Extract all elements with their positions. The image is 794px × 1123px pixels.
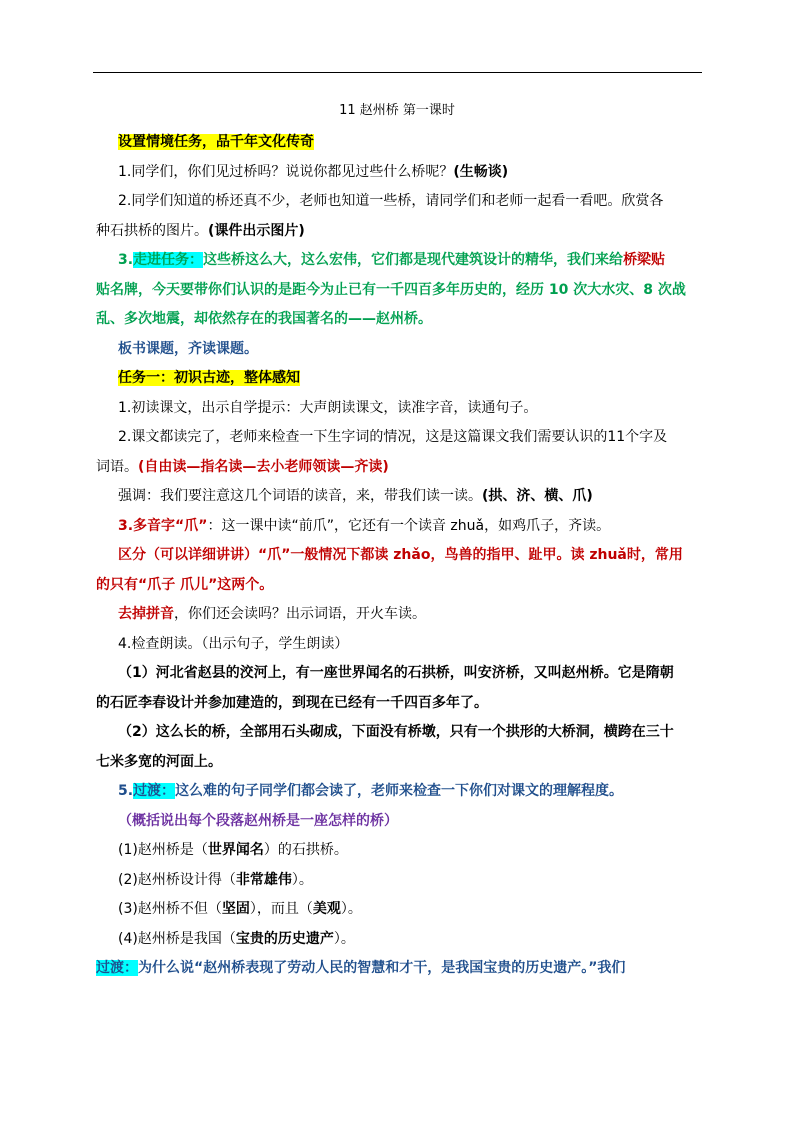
paragraph-continued: 乱、多次地震，却依然存在的我国著名的——赵州桥。 bbox=[96, 311, 432, 327]
section-heading: 任务一：初识古迹，整体感知 bbox=[118, 370, 300, 386]
paragraph-continued: 词语。(自由读—指名读—去小老师领读—齐读) bbox=[96, 458, 389, 475]
paragraph-continued: 的只有“爪子 爪儿”这两个。 bbox=[96, 576, 274, 593]
reading-sentence: （1）河北省赵县的洨河上，有一座世界闻名的石拱桥，叫安济桥，又叫赵州桥。它是隋朝 bbox=[118, 665, 674, 681]
fill-blank-item: (2)赵州桥设计得（非常雄伟）。 bbox=[118, 871, 313, 888]
reading-sentence: （2）这么长的桥，全部用石头砌成，下面没有桥墩，只有一个拱形的大桥洞，横跨在三十 bbox=[118, 724, 674, 740]
paragraph-distinguish: 区分（可以详细讲讲）“爪”一般情况下都读 zhǎo，鸟兽的指甲、趾甲。读 zhuǎ时，常用 bbox=[118, 547, 683, 563]
fill-blank-item: (4)赵州桥是我国（宝贵的历史遗产）。 bbox=[118, 930, 355, 947]
paragraph-pinyin: 去掉拼音，你们还会读吗？出示词语，开火车读。 bbox=[118, 606, 426, 622]
section-heading: 设置情境任务，品千年文化传奇 bbox=[118, 134, 314, 150]
document-body bbox=[96, 128, 700, 984]
header-rule bbox=[93, 72, 702, 73]
paragraph-board: 板书课题，齐读课题。 bbox=[118, 340, 258, 357]
paragraph-transition: 5.过渡：这么难的句子同学们都会读了，老师来检查一下你们对课文的理解程度。 bbox=[118, 783, 624, 799]
paragraph: 1.初读课文，出示自学提示：大声朗读课文，读准字音，读通句子。 bbox=[118, 399, 538, 416]
fill-blank-item: (3)赵州桥不但（坚固），而且（美观）。 bbox=[118, 901, 362, 917]
summary-prompt: （概括说出每个段落赵州桥是一座怎样的桥） bbox=[118, 812, 398, 829]
paragraph-emphasis: 强调：我们要注意这几个词语的读音，来，带我们读一读。(拱、济、横、爪) bbox=[118, 488, 593, 504]
paragraph: 2.课文都读完了，老师来检查一下生字词的情况，这是这篇课文我们需要认识的11个字及 bbox=[118, 429, 668, 445]
paragraph: 2.同学们知道的桥还真不少，老师也知道一些桥，请同学们和老师一起看一看吧。欣赏各 bbox=[118, 193, 664, 209]
paragraph-continued: 的石匠李春设计并参加建造的，到现在已经有一千四百多年了。 bbox=[96, 694, 488, 711]
fill-blank-item: (1)赵州桥是（世界闻名）的石拱桥。 bbox=[118, 842, 348, 858]
paragraph-continued: 种石拱桥的图片。(课件出示图片) bbox=[96, 222, 305, 239]
paragraph: 4.检查朗读。（出示句子，学生朗读） bbox=[118, 635, 349, 652]
paragraph-continued: 七米多宽的河面上。 bbox=[96, 753, 222, 770]
page-title: 11 赵州桥 第一课时 bbox=[339, 103, 455, 118]
paragraph-continued: 贴名牌，今天要带你们认识的是距今为止已有一千四百多年历史的，经历 10 次大水灾、8 次战 bbox=[96, 281, 686, 298]
paragraph: 1.同学们，你们见过桥吗？说说你都见过些什么桥呢？(生畅谈) bbox=[118, 163, 509, 180]
paragraph-transition: 过渡：为什么说“赵州桥表现了劳动人民的智慧和才干，是我国宝贵的历史遗产。”我们 bbox=[96, 960, 626, 976]
paragraph-polyphone: 3.多音字“爪”：这一课中读“前爪”，它还有一个读音 zhuǎ，如鸡爪子，齐读。 bbox=[118, 517, 611, 534]
paragraph-task-entry: 3.走进任务：这些桥这么大，这么宏伟，它们都是现代建筑设计的精华，我们来给桥梁贴 bbox=[118, 252, 666, 268]
